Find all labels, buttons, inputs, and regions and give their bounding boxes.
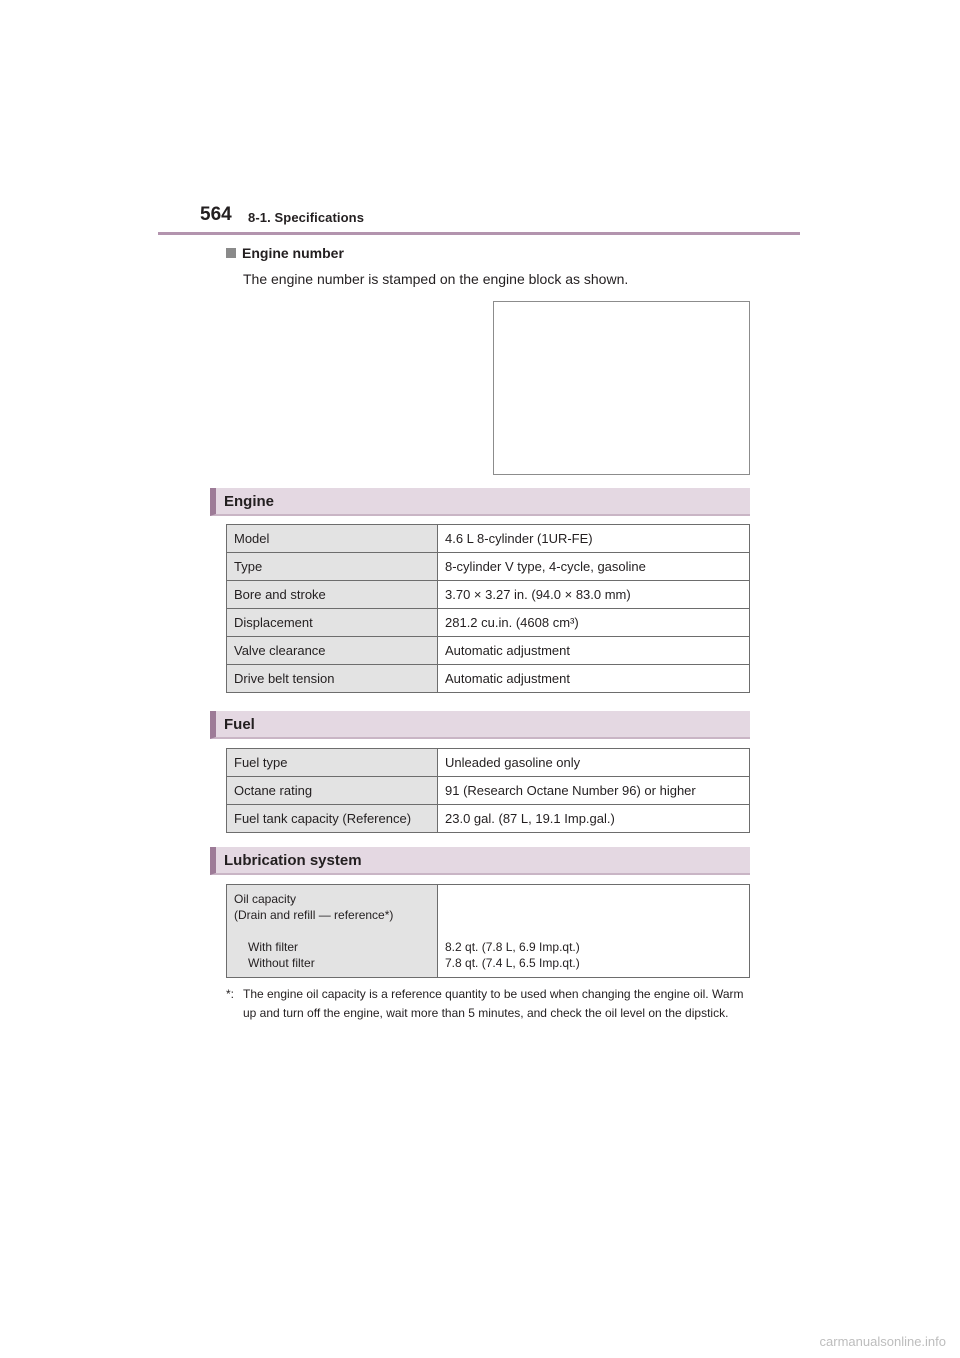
with-filter-label: With filter [248, 940, 299, 954]
spec-label: Model [227, 525, 438, 553]
spec-value: Unleaded gasoline only [438, 749, 750, 777]
spec-value: 4.6 L 8-cylinder (1UR-FE) [438, 525, 750, 553]
table-row [227, 637, 750, 665]
square-bullet-icon [226, 248, 236, 258]
fuel-spec-table [226, 748, 750, 833]
footnote-mark: *: [226, 987, 235, 1001]
engine-number-heading: Engine number [226, 245, 344, 261]
spec-label: Octane rating [227, 777, 438, 805]
table-row [227, 609, 750, 637]
header-rule [158, 232, 800, 235]
spec-label: Drive belt tension [227, 665, 438, 693]
table-row [227, 581, 750, 609]
watermark: carmanualsonline.info [819, 1334, 946, 1349]
table-row [227, 553, 750, 581]
spec-label: Bore and stroke [227, 581, 438, 609]
fuel-section-bar: Fuel [210, 711, 750, 739]
lubrication-spec-table [226, 884, 750, 978]
spec-label: Fuel type [227, 749, 438, 777]
spec-value: 23.0 gal. (87 L, 19.1 Imp.gal.) [438, 805, 750, 833]
with-filter-value: 8.2 qt. (7.8 L, 6.9 Imp.qt.) [445, 940, 580, 954]
table-row [227, 665, 750, 693]
spec-value: 281.2 cu.in. (4608 cm³) [438, 609, 750, 637]
without-filter-label: Without filter [248, 956, 315, 970]
table-row [227, 749, 750, 777]
spec-label: Type [227, 553, 438, 581]
engine-block-figure [493, 301, 750, 475]
engine-spec-table [226, 524, 750, 693]
oil-capacity-label: Oil capacity [234, 892, 297, 906]
engine-number-text: The engine number is stamped on the engine block as shown. [243, 271, 629, 287]
engine-section-bar: Engine [210, 488, 750, 516]
section-reference: 8-1. Specifications [248, 210, 365, 225]
footnote-text: The engine oil capacity is a reference quantity to be used when changing the engine oil. Warm up and turn off the engine, wait more than 5 minutes, and check the oil level on the dipstick. [243, 987, 744, 1020]
table-row [227, 885, 750, 978]
page-number: 564 [200, 204, 232, 225]
spec-label: Fuel tank capacity (Reference) [227, 805, 438, 833]
table-row [227, 777, 750, 805]
table-row [227, 805, 750, 833]
spec-value: Automatic adjustment [438, 665, 750, 693]
table-row [227, 525, 750, 553]
spec-label: Displacement [227, 609, 438, 637]
spec-value: 91 (Research Octane Number 96) or higher [438, 777, 750, 805]
spec-label: Valve clearance [227, 637, 438, 665]
without-filter-value: 7.8 qt. (7.4 L, 6.5 Imp.qt.) [445, 956, 580, 970]
spec-label [227, 885, 438, 978]
spec-value: 8-cylinder V type, 4-cycle, gasoline [438, 553, 750, 581]
spec-value: 3.70 × 3.27 in. (94.0 × 83.0 mm) [438, 581, 750, 609]
footnote [226, 985, 748, 1023]
spec-value: Automatic adjustment [438, 637, 750, 665]
oil-capacity-sublabel: (Drain and refill — reference*) [234, 908, 394, 922]
spec-value [438, 885, 750, 978]
lubrication-section-bar: Lubrication system [210, 847, 750, 875]
